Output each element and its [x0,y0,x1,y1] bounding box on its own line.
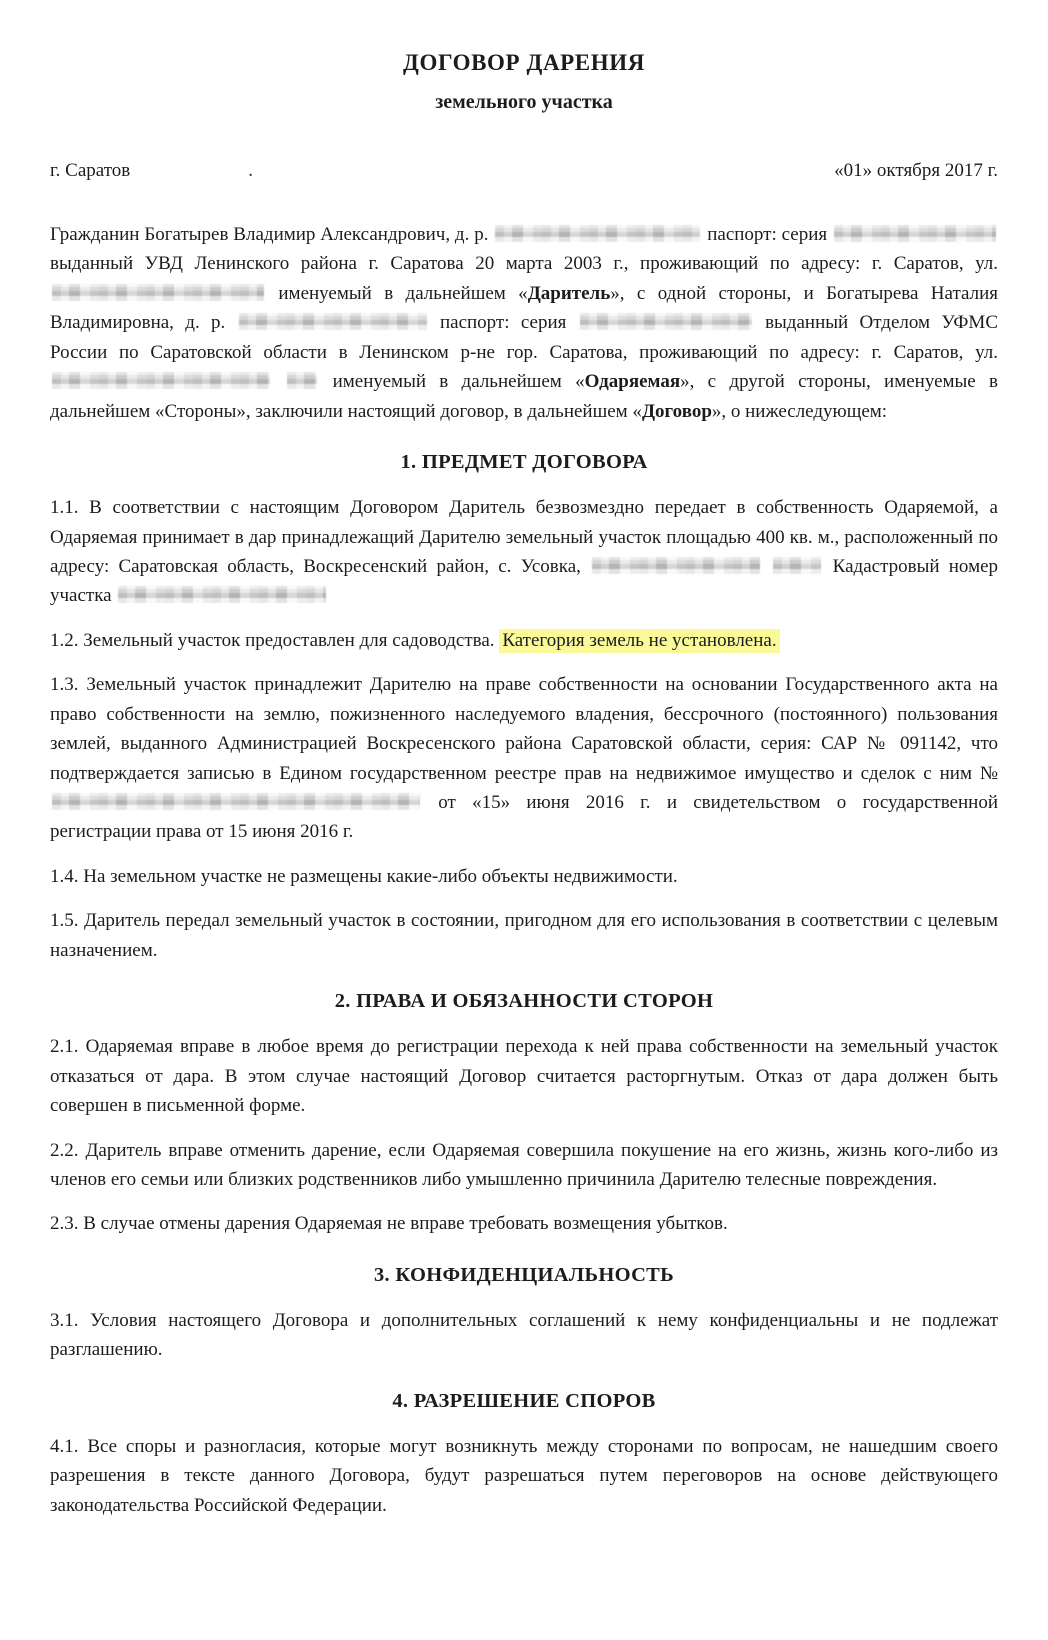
redacted-text [52,793,420,810]
text-segment: », с одной стороны, и Богатырева Наталия Владимировна, д. р. [50,282,998,334]
text-segment: 3.1. Условия настоящего Договора и дополнительных соглашений к нему конфиденциальны и не подлежат разглашению. [50,1309,998,1361]
clause-1-5 [50,906,998,965]
text-segment: 1.4. На земельном участке не размещены какие-либо объекты недвижимости. [50,865,678,887]
contract-body [50,220,998,1520]
text-segment: паспорт: серия [428,312,578,334]
section-1-heading: 1. ПРЕДМЕТ ДОГОВОРА [400,451,648,474]
stray-dot: . [248,160,253,181]
clause-4-1 [50,1432,998,1520]
document-title: ДОГОВОР ДАРЕНИЯ [403,50,645,75]
text-segment: выданный УВД Ленинского района г. Саратова 20 марта 2003 г., проживающий по адресу: г. Саратов, ул. [50,253,998,275]
redacted-text [118,586,326,603]
section-4-heading: 4. РАЗРЕШЕНИЕ СПОРОВ [392,1389,656,1412]
text-segment: выданный Отделом УФМС России по Саратовской области в Ленинском р-не гор. Саратова, проживающий по адресу: г. Саратов, ул. [50,312,998,363]
text-segment: именуемый в дальнейшем « [319,371,585,393]
redacted-text [52,284,264,301]
place-label [50,160,253,182]
text-segment: », о нижеследующем: [711,400,888,422]
redacted-text [773,557,821,574]
clause-2-2 [50,1136,998,1195]
clause-1-4 [50,862,998,891]
date-label: «01» октября 2017 г. [834,160,998,181]
text-segment [272,371,285,392]
text-segment: 4.1. Все споры и разногласия, которые могут возникнуть между сторонами по вопросам, не нашедшим своего разрешения в тексте данного Договора, будут разрешаться путем переговоров на основе действующего законодательства Российской Федерации. [50,1435,998,1516]
text-segment: 2.3. В случае отмены дарения Одаряемая не вправе требовать возмещения убытков. [50,1213,728,1235]
text-segment: именуемый в дальнейшем « [266,282,528,304]
place-text: г. Саратов [50,160,131,181]
redacted-text [495,225,700,242]
document-subtitle: земельного участка [435,91,613,113]
text-segment: Одаряемая [584,371,681,393]
text-segment: паспорт: серия [702,224,832,245]
text-segment: от «15» июня 2016 г. и свидетельством о государственной регистрации права от 15 июня 2016 г. [50,792,998,843]
redacted-text [287,372,317,389]
text-segment: 2.1. Одаряемая вправе в любое время до регистрации перехода к ней права собственности на земельный участок отказаться от дара. В этом случае настоящий Договор считается расторгнутым. Отказ от дара должен быть совершен в письменной форме. [50,1036,998,1117]
clause-3-1 [50,1306,998,1365]
preamble-paragraph [50,220,998,426]
text-segment: Гражданин Богатырев Владимир Александрович, д. р. [50,224,494,245]
text-segment: Договор [641,400,712,422]
text-segment: 2.2. Даритель вправе отменить дарение, если Одаряемая совершила покушение на его жизнь, жизнь кого-либо из членов его семьи или близких родственников либо умышленно причинила Дарителю телесные повреждения. [50,1139,998,1190]
redacted-text [580,313,752,330]
section-3-heading: 3. КОНФИДЕНЦИАЛЬНОСТЬ [373,1263,675,1286]
section-2-heading: 2. ПРАВА И ОБЯЗАННОСТИ СТОРОН [334,990,714,1013]
text-segment: », с другой стороны, именуемые в дальнейшем «Стороны», заключили настоящий договор, в дальнейшем « [50,371,998,422]
clause-1-3 [50,670,998,847]
redacted-text [239,313,427,330]
redacted-text [834,225,996,242]
text-segment: 1.5. Даритель передал земельный участок в состоянии, пригодном для его использования в соответствии с целевым назначением. [50,910,998,961]
highlighted-text: Категория земель не установлена. [499,629,779,653]
clause-2-1 [50,1032,998,1120]
place-date-row [50,160,998,182]
text-segment: 1.2. Земельный участок предоставлен для садоводства. [50,629,500,651]
clause-1-2 [50,626,998,655]
redacted-text [592,557,760,574]
clause-1-1 [50,493,998,611]
text-segment: Даритель [527,282,611,304]
clause-2-3 [50,1209,998,1238]
text-segment: 1.3. Земельный участок принадлежит Дарителю на праве собственности на основании Государственного акта на право собственности на землю, пожизненного наследуемого владения, бессрочного (постоянного) пользования землей, выданного Администрацией Воскресенского района Саратовской области, серия: САР № 091142, что подтверждается записью в Едином государственном реестре прав на недвижимое имущество и сделок с ним № [50,674,998,784]
redacted-text [52,372,270,389]
text-segment: Кадастровый номер участка [50,555,999,607]
text-segment: 1.1. В соответствии с настоящим Договором Даритель безвозмездно передает в собственность Одаряемой, а Одаряемая принимает в дар принадлежащий Дарителю земельный участок площадью 400 кв. м., расположенный по адресу: Саратовская область, Воскресенский район, с. Усовка, [50,497,998,577]
text-segment [762,556,771,577]
